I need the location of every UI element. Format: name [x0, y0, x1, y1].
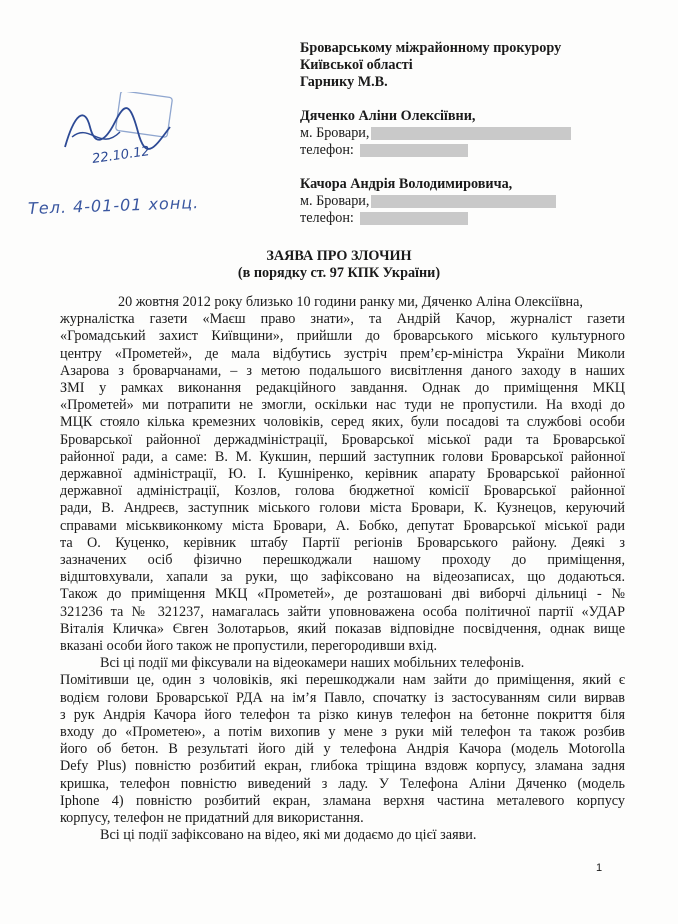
redacted-phone: [360, 144, 468, 157]
body-line: Азарова з броварчанами, – з метою подальшого висвітлення даного заходу в наших: [60, 362, 625, 379]
body-line: справами міськвиконкому міста Бровари, А. Бобко, депутат Броварської міської ради: [60, 517, 625, 534]
body-line: державної адміністрації, Ю. І. Кушніренко, керівник апарату Броварської районної: [60, 466, 625, 483]
body-line: Також до приміщення МКЦ «Прометей», де розташовані дві виборчі дільниці - №: [60, 586, 625, 603]
address-block: [300, 40, 660, 227]
body-line: зазначених осіб фізично перешкоджали нашому проходу до приміщення,: [60, 552, 625, 569]
body-line: центру «Прометей», де мала відбутись зустріч прем’єр-міністра України Миколи: [60, 345, 625, 362]
body-line: Всі ці події ми фіксували на відеокамери наших мобільних телефонів.: [100, 655, 525, 672]
sender1-phone-label: телефон:: [300, 142, 354, 158]
body-line: відштовхували, хапали за руки, що зафіксовано на відеозаписах, що додаються.: [60, 569, 625, 586]
document-subtitle: (в порядку ст. 97 КПК України): [237, 265, 441, 281]
body-line: Defy Plus) повністю розбитий екран, глибока тріщина вздовж корпусу, зламана задня: [60, 758, 625, 775]
body-line: ради, В. Андреєв, заступник міського голови міста Бровари, К. Кузнецов, керуючий: [60, 500, 625, 517]
sender2-phone-label: телефон:: [300, 210, 354, 226]
body-line: 20 жовтня 2012 року близько 10 години ранку ми, Дяченко Аліна Олексіївна,: [118, 294, 583, 310]
body-line: ЗМІ у рамках виконання редакційного завдання. Однак до приміщення МКЦ: [60, 380, 625, 397]
sender1-name: Дяченко Аліни Олексіївни,: [300, 108, 476, 124]
sender2-city-row: [300, 193, 660, 210]
sender1-city: м. Бровари,: [300, 125, 370, 141]
page-number: 1: [596, 862, 603, 874]
body-line: державної адміністрації, Козлов, голова бюджетної комісії Броварської районної: [60, 483, 625, 500]
body-line: водієм голови Броварської РДА на ім’я Павло, спочатку із застосуванням сили вирвав: [60, 689, 625, 706]
body-line: кришка, телефон повністю виведений з ладу. У Телефона Аліни Дяченко (модель: [60, 775, 625, 792]
sender2-city: м. Бровари,: [300, 193, 370, 209]
sender2-name: Качора Андрія Володимировича,: [300, 176, 513, 192]
body-line: вказані особи його також не пропустили, перегородивши вхід.: [60, 638, 438, 655]
body-line: та О. Куценко, керівник штабу Партії регіонів Броварського району. Деякі з: [60, 534, 625, 551]
body-line: «Прометей» ми потрапити не змогли, оскільки нас туди не пропустили. На вході до: [60, 397, 625, 414]
body-line: Віталія Кличка» Євген Золотарьов, який показав відповідне посвідчення, однак вище: [60, 620, 625, 637]
handwritten-phone-note: Тел. 4-01-01 хонц.: [27, 193, 200, 218]
recipient-line: Броварському міжрайонному прокурору: [300, 40, 562, 56]
sender1-phone-row: [300, 142, 660, 159]
recipient-line: Гарнику М.В.: [300, 74, 388, 90]
sender2-phone-row: [300, 210, 660, 227]
body-line: входу до «Прометею», а потім вихопив у мене з руки мій телефон та також розбив: [60, 724, 625, 741]
body-line: Помітивши це, один з чоловіків, які перешкоджали нам зайти до приміщення, який є: [60, 672, 625, 689]
document-title: ЗАЯВА ПРО ЗЛОЧИН: [266, 248, 412, 264]
handwritten-date: 22.10.12: [91, 144, 151, 167]
body-line: Броварської районної держадміністрації, Броварської міської ради та Броварської: [60, 431, 625, 448]
body-line: МЦК стояло кілька кремезних чоловіків, серед яких, були посадові та службові особи: [60, 414, 625, 431]
body-line: журналістка газети «Маєш право знати», та Андрій Качор, журналіст газети: [60, 311, 625, 328]
body-line: Всі ці події зафіксовано на відео, які ми додаємо до цієї заяви.: [100, 827, 477, 844]
body-line: його об бетон. В результаті його дій у телефона Андрія Качора (модель Motorolla: [60, 741, 625, 758]
redacted-address: [371, 195, 556, 208]
recipient-line: Київської області: [300, 57, 413, 73]
document-body: [60, 294, 625, 845]
sender1-city-row: [300, 125, 660, 142]
body-line: «Громадський захист Київщини», прийшли до броварського міського культурного: [60, 328, 625, 345]
body-line: районної ради, а саме: В. М. Кукшин, перший заступник голови Броварської районної: [60, 448, 625, 465]
redacted-phone: [360, 212, 468, 225]
body-line: корпусу, телефон не придатний для використання.: [60, 810, 364, 827]
body-line: з рук Андрія Качора його телефон та різко кинув телефон на бетонне покриття біля: [60, 706, 625, 723]
redacted-address: [371, 127, 571, 140]
body-line: Iphone 4) повністю розбитий екран, зламана верхня частина металевого корпусу: [60, 792, 625, 809]
body-line: 321236 та № 321237, намагалась зайти уповноважена особа політичної партії «УДАР: [60, 603, 625, 620]
